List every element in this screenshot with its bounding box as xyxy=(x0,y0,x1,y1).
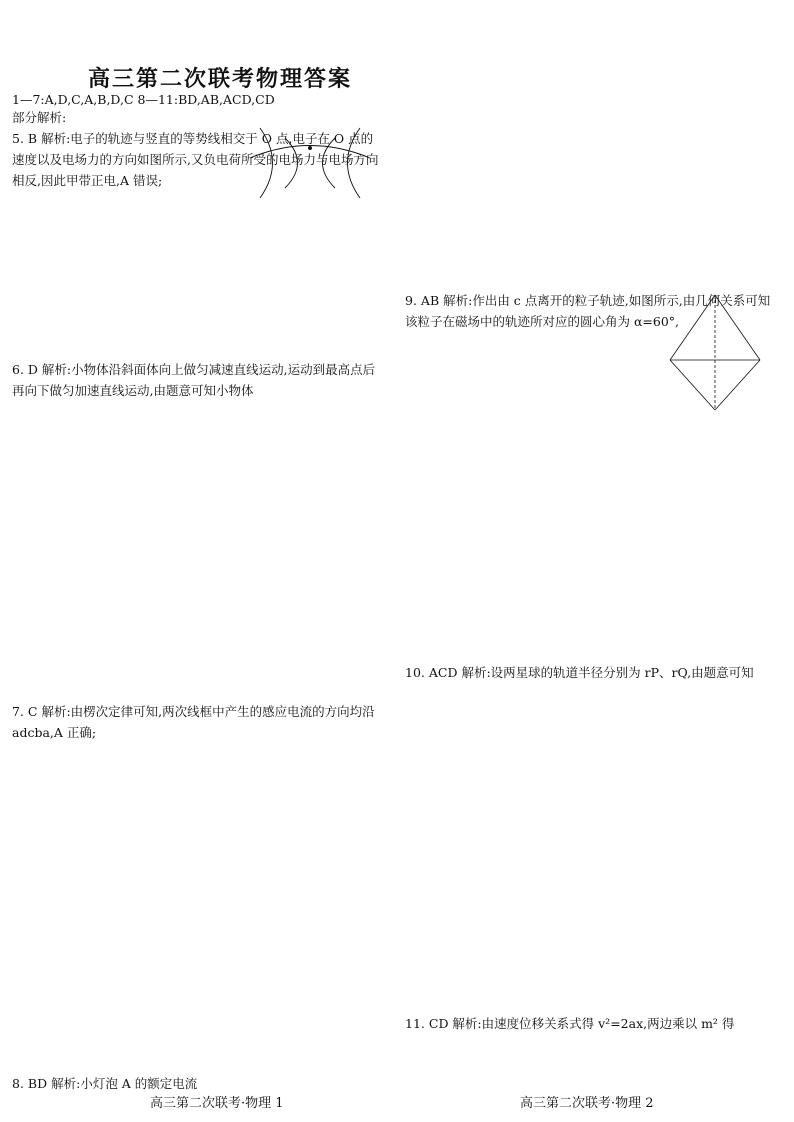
question-text: C 解析:由楞次定律可知,两次线框中产生的感应电流的方向均沿 adcba,A 正确; xyxy=(12,704,375,740)
question-10 xyxy=(405,662,775,683)
question-9 xyxy=(405,290,775,332)
question-text: B 解析:电子的轨迹与竖直的等势线相交于 O 点,电子在 O 点的速度以及电场力的方向如图所示,又负电荷所受的电场力与电场方向相反,因此甲带正电,A 错误; xyxy=(12,131,379,188)
field-line xyxy=(260,128,273,198)
question-number: 5. xyxy=(12,131,24,146)
answer-key: 1—7:A,D,C,A,B,D,C 8—11:BD,AB,ACD,CD xyxy=(12,92,275,107)
section-label: 部分解析: xyxy=(12,110,67,125)
question-number: 6. xyxy=(12,362,24,377)
question-number: 7. xyxy=(12,704,24,719)
page-title: 高三第二次联考物理答案 xyxy=(87,67,352,92)
footer-right: 高三第二次联考·物理 2 xyxy=(520,1096,654,1111)
question-11 xyxy=(405,1013,775,1034)
field-line xyxy=(323,138,336,188)
question-7 xyxy=(12,701,382,743)
question-number: 9. xyxy=(405,293,417,308)
question-text: ACD 解析:设两星球的轨道半径分别为 rP、rQ,由题意可知 xyxy=(428,665,754,680)
question-8 xyxy=(12,1073,382,1094)
left-column xyxy=(12,128,382,1096)
question-text: AB 解析:作出由 c 点离开的粒子轨迹,如图所示,由几何关系可知该粒子在磁场中的轨迹所对应的圆心角为 α=60°, xyxy=(405,293,771,329)
question-text: BD 解析:小灯泡 A 的额定电流 xyxy=(27,1076,198,1091)
right-column xyxy=(405,62,775,1036)
field-line xyxy=(348,128,361,198)
question-text: D 解析:小物体沿斜面体向上做匀减速直线运动,运动到最高点后再向下做匀加速直线运动,由题意可知小物体 xyxy=(12,362,376,398)
field-line xyxy=(285,138,298,188)
footer-left: 高三第二次联考·物理 1 xyxy=(150,1096,284,1111)
question-number: 8. xyxy=(12,1076,24,1091)
question-number: 10. xyxy=(405,665,425,680)
question-6 xyxy=(12,359,382,401)
point-o xyxy=(308,146,312,150)
question-number: 11. xyxy=(405,1016,425,1031)
question-text: CD 解析:由速度位移关系式得 v²=2ax,两边乘以 m² 得 xyxy=(428,1016,735,1031)
field-line-diagram xyxy=(230,118,390,208)
